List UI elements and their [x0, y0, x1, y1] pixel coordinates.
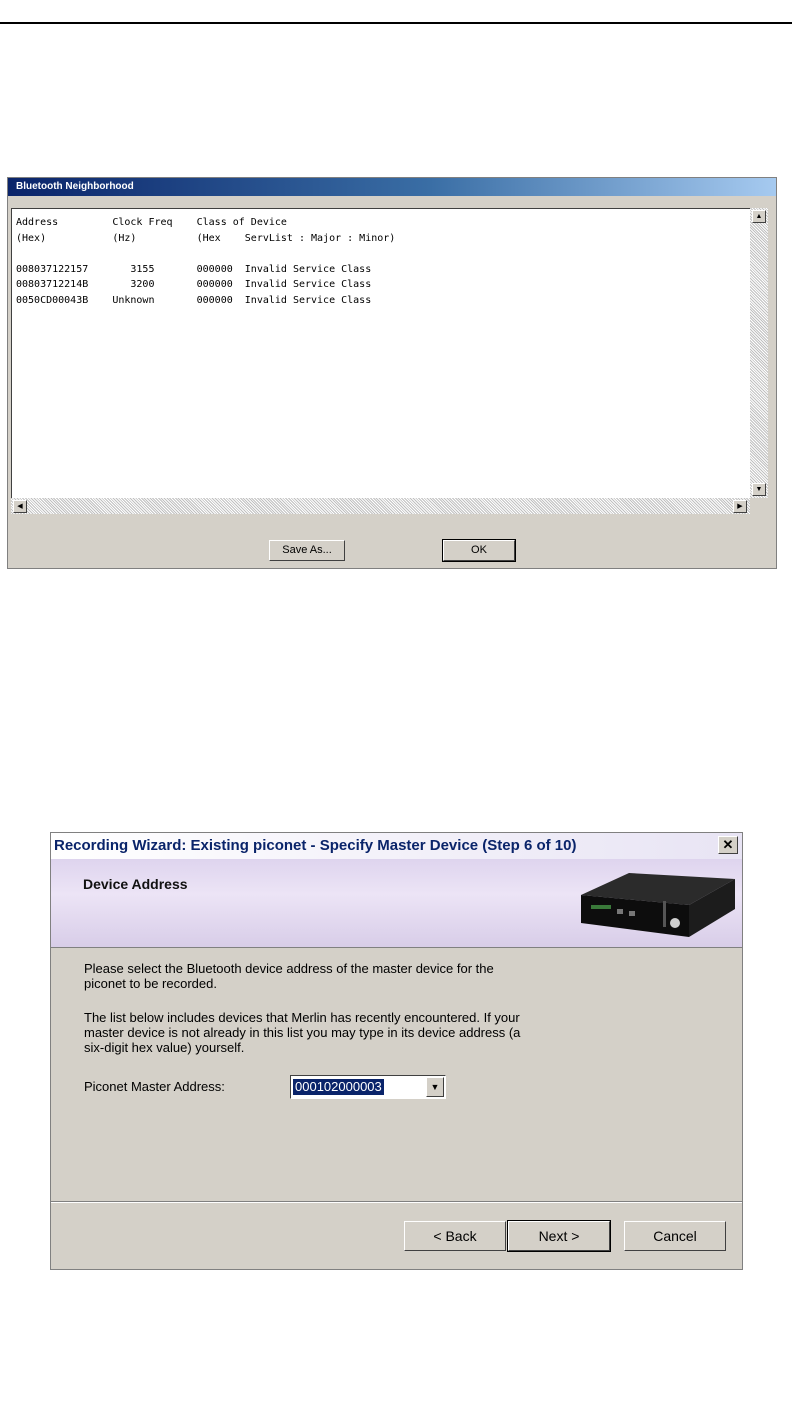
- save-as-button[interactable]: Save As...: [269, 540, 345, 561]
- horizontal-scrollbar[interactable]: [11, 498, 750, 514]
- chevron-down-icon[interactable]: ▼: [426, 1077, 444, 1097]
- list-item: 0050CD00043B Unknown 000000 Invalid Service Class: [16, 294, 372, 306]
- dialog-title-bar: [51, 833, 742, 859]
- dialog-title: Recording Wizard: Existing piconet - Specify Master Device (Step 6 of 10): [54, 837, 577, 854]
- button-separator: [51, 1201, 742, 1203]
- explanation-paragraph: The list below includes devices that Merlin has recently encountered. If your master device is not already in this list you may type in its device address (a six-digit hex value) yourself.: [84, 1010, 521, 1055]
- piconet-master-address-value[interactable]: 000102000003: [295, 1079, 382, 1094]
- piconet-master-address-combobox[interactable]: [290, 1075, 446, 1099]
- bluetooth-neighborhood-window: [7, 177, 777, 569]
- instruction-paragraph: Please select the Bluetooth device address of the master device for the piconet to be recorded.: [84, 961, 494, 991]
- scroll-left-button[interactable]: ◀: [13, 500, 27, 513]
- list-header-line: (Hex) (Hz) (Hex ServList : Major : Minor): [16, 232, 396, 244]
- analyzer-device-icon: [577, 865, 737, 941]
- window-title: Bluetooth Neighborhood: [8, 178, 776, 196]
- list-header-line: Address Clock Freq Class of Device: [16, 217, 287, 228]
- close-button[interactable]: ✕: [718, 836, 738, 854]
- next-button[interactable]: Next >: [508, 1221, 610, 1251]
- back-button[interactable]: < Back: [404, 1221, 506, 1251]
- page-header-rule: [0, 22, 792, 24]
- piconet-master-address-label: Piconet Master Address:: [84, 1079, 225, 1094]
- device-list-content: [16, 215, 395, 308]
- wizard-banner: [51, 859, 742, 948]
- device-list-text-area[interactable]: [11, 208, 750, 498]
- vertical-scrollbar[interactable]: [750, 208, 768, 498]
- scroll-up-button[interactable]: ▲: [752, 210, 766, 223]
- recording-wizard-dialog: [50, 832, 743, 1270]
- cancel-button[interactable]: Cancel: [624, 1221, 726, 1251]
- step-heading: Device Address: [83, 876, 188, 892]
- list-item: 00803712214B 3200 000000 Invalid Service Class: [16, 279, 372, 290]
- ok-button[interactable]: OK: [443, 540, 515, 561]
- scroll-right-button[interactable]: ▶: [733, 500, 747, 513]
- list-item: 008037122157 3155 000000 Invalid Service Class: [16, 263, 372, 275]
- scroll-down-button[interactable]: ▼: [752, 483, 766, 496]
